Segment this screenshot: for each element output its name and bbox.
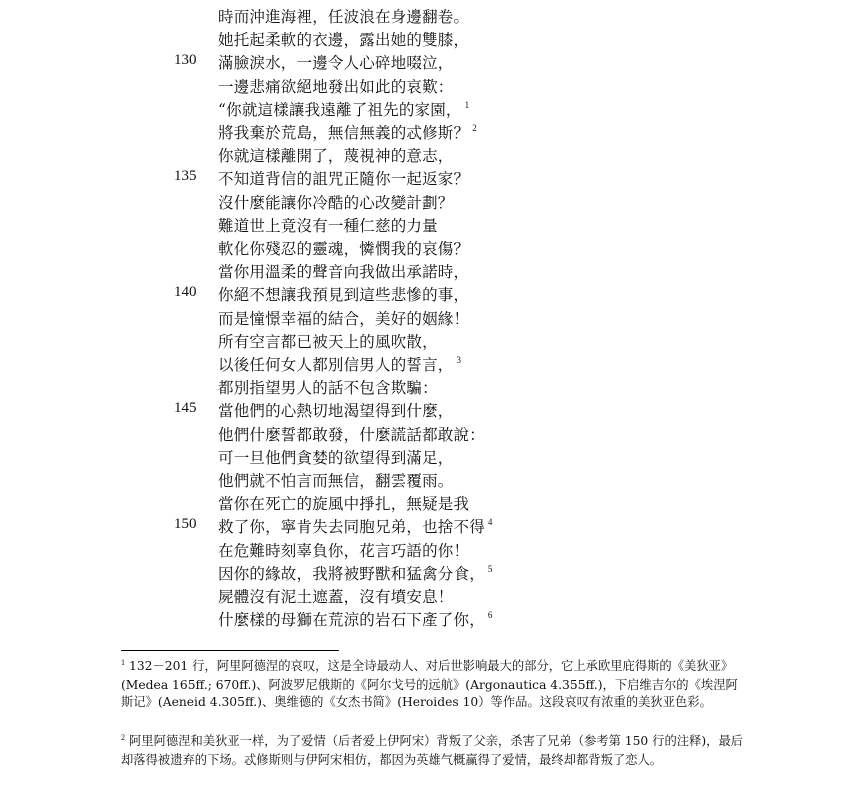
line-text: [218, 191, 457, 213]
footnote-text: 132－201 行，阿里阿德涅的哀叹，这是全诗最动人、对后世影响最大的部分，它上承欧里庇得斯的《美狄亚》(Medea 165ff.; 670ff.)、阿波罗尼俄斯的《阿尔戈号的远航》(Argonautica 4.355ff.)，下启维吉尔的《埃涅阿斯记》(Aeneid 4.305ff.)、奥维德的《女杰书简》(Heroides 10）等作品。这段哀叹有浓重的美狄亚色彩。: [121, 659, 738, 709]
line-text: [218, 539, 472, 561]
line-text-content: “你就這樣讓我遠離了祖先的家園，: [218, 100, 462, 119]
line-text: [218, 562, 493, 584]
footnote-marker: 5: [487, 563, 493, 574]
line-text-content: 不知道背信的詛咒正隨你一起返家？: [218, 170, 470, 189]
poem-line: [0, 74, 847, 97]
footnote-2: [121, 733, 745, 769]
line-text: [218, 51, 457, 73]
footnote-marker: 1: [464, 99, 470, 110]
line-text: [218, 237, 472, 259]
poem-line: [0, 97, 847, 120]
line-text: [218, 423, 488, 445]
poem-line: [0, 166, 847, 189]
line-text: [218, 28, 472, 50]
line-text-content: 都別指望男人的話不包含欺騙：: [218, 379, 438, 398]
line-text-content: 而是憧憬幸福的結合，美好的姻緣！: [218, 309, 470, 328]
line-text-content: 難道世上竟沒有一種仁慈的力量: [218, 216, 438, 235]
line-text-content: 他們就不怕言而無信，翻雲覆雨。: [218, 472, 454, 490]
line-text: [218, 446, 457, 468]
line-text: [218, 5, 472, 27]
line-text: [218, 608, 493, 630]
line-text-content: 你就這樣離開了，蔑視神的意志，: [218, 147, 454, 166]
line-number: 140: [174, 284, 197, 301]
poem-line: [0, 584, 847, 607]
line-text-content: 以後任何女人都別信男人的誓言，: [218, 356, 454, 374]
line-text: [218, 376, 441, 398]
line-text: [218, 492, 472, 514]
footnote-marker: 2: [472, 123, 477, 133]
line-text-content: 救了你，寧肯失去同胞兄弟，也捨不得: [218, 518, 485, 537]
poem-line: [0, 538, 847, 561]
poem-line: [0, 306, 847, 329]
footnote-marker: 3: [456, 355, 462, 365]
line-number: 150: [174, 516, 197, 533]
line-text: [218, 515, 493, 537]
poem-line: [0, 375, 847, 398]
line-text: [218, 307, 472, 329]
line-text-content: 一邊悲痛欲絕地發出如此的哀歎：: [218, 77, 454, 96]
line-text: [218, 214, 441, 236]
line-text-content: 他們什麼誓都敢發，什麼謊話都敢說：: [218, 425, 485, 444]
line-text-content: 軟化你殘忍的靈魂，憐憫我的哀傷？: [218, 240, 470, 258]
poem-line: [0, 468, 847, 491]
line-text-content: 當他們的心熱切地渴望得到什麼，: [218, 402, 454, 421]
footnote-number: 2: [121, 733, 125, 742]
line-text: [218, 283, 472, 305]
line-text-content: 屍體沒有泥土遮蓋，沒有墳安息！: [218, 588, 454, 606]
line-text-content: 滿臉淚水，一邊令人心碎地啜泣，: [218, 54, 454, 73]
poem-line: [0, 561, 847, 584]
poem-line: [0, 329, 847, 352]
poem-line: [0, 445, 847, 468]
footnote-1: [121, 658, 745, 712]
footnote-marker: 6: [487, 610, 493, 621]
line-text-content: 將我棄於荒島，無信無義的忒修斯？: [218, 124, 470, 142]
line-text-content: 什麼樣的母獅在荒涼的岩石下產了你，: [218, 611, 485, 630]
line-text: [218, 260, 472, 282]
line-text-content: 時而沖進海裡，任波浪在身邊翻卷。: [218, 8, 470, 26]
footnote-number: 1: [121, 658, 125, 667]
poem-line: [0, 398, 847, 421]
poem-line: [0, 259, 847, 282]
line-text: [218, 585, 457, 607]
line-text-content: 在危難時刻辜負你，花言巧語的你！: [218, 541, 470, 560]
poem-line: [0, 27, 847, 50]
poem-line: [0, 491, 847, 514]
line-text: [218, 399, 457, 421]
line-number: 135: [174, 168, 197, 185]
line-text-content: 因你的緣故，我將被野獸和猛禽分食，: [218, 564, 485, 583]
line-text-content: 當你用溫柔的聲音向我做出承諾時，: [218, 263, 470, 282]
line-number: 145: [174, 400, 197, 417]
line-text-content: 當你在死亡的旋風中掙扎，無疑是我: [218, 495, 470, 514]
line-text-content: 她托起柔軟的衣邊，露出她的雙膝，: [218, 31, 470, 50]
line-text: [218, 98, 469, 120]
footnote-marker: 4: [487, 517, 493, 528]
poem-line: [0, 236, 847, 259]
line-number: 130: [174, 52, 197, 69]
poem-line: [0, 352, 847, 375]
line-text: [218, 469, 457, 491]
poem-line: [0, 607, 847, 630]
poem-line: [0, 4, 847, 27]
line-text: [218, 75, 457, 97]
poem-line: [0, 143, 847, 166]
poem-line: [0, 422, 847, 445]
footnote-divider: [121, 650, 339, 651]
line-text-content: 沒什麼能讓你冷酷的心改變計劃？: [218, 193, 454, 212]
footnote-text: 阿里阿德涅和美狄亚一样，为了爱情（后者爱上伊阿宋）背叛了父亲，杀害了兄弟（参考第 150 行的注释)，最后却落得被遗弃的下场。忒修斯则与伊阿宋相仿，都因为英雄气概赢得了爱情，最终却都背叛了恋人。: [121, 734, 744, 767]
poem-line: [0, 50, 847, 73]
poem-line: [0, 190, 847, 213]
poem-line: [0, 282, 847, 305]
line-text-content: 可一旦他們貪婪的欲望得到滿足，: [218, 448, 454, 467]
poem-line: [0, 213, 847, 236]
line-text: [218, 167, 472, 189]
line-text: [218, 353, 461, 375]
line-text: [218, 330, 441, 352]
poem-line: [0, 120, 847, 143]
line-text: [218, 121, 477, 143]
line-text: [218, 144, 457, 166]
line-text-content: 所有空言都已被天上的風吹散，: [218, 332, 438, 351]
line-text-content: 你絕不想讓我預見到這些悲慘的事，: [218, 286, 470, 305]
poem-line: [0, 514, 847, 537]
